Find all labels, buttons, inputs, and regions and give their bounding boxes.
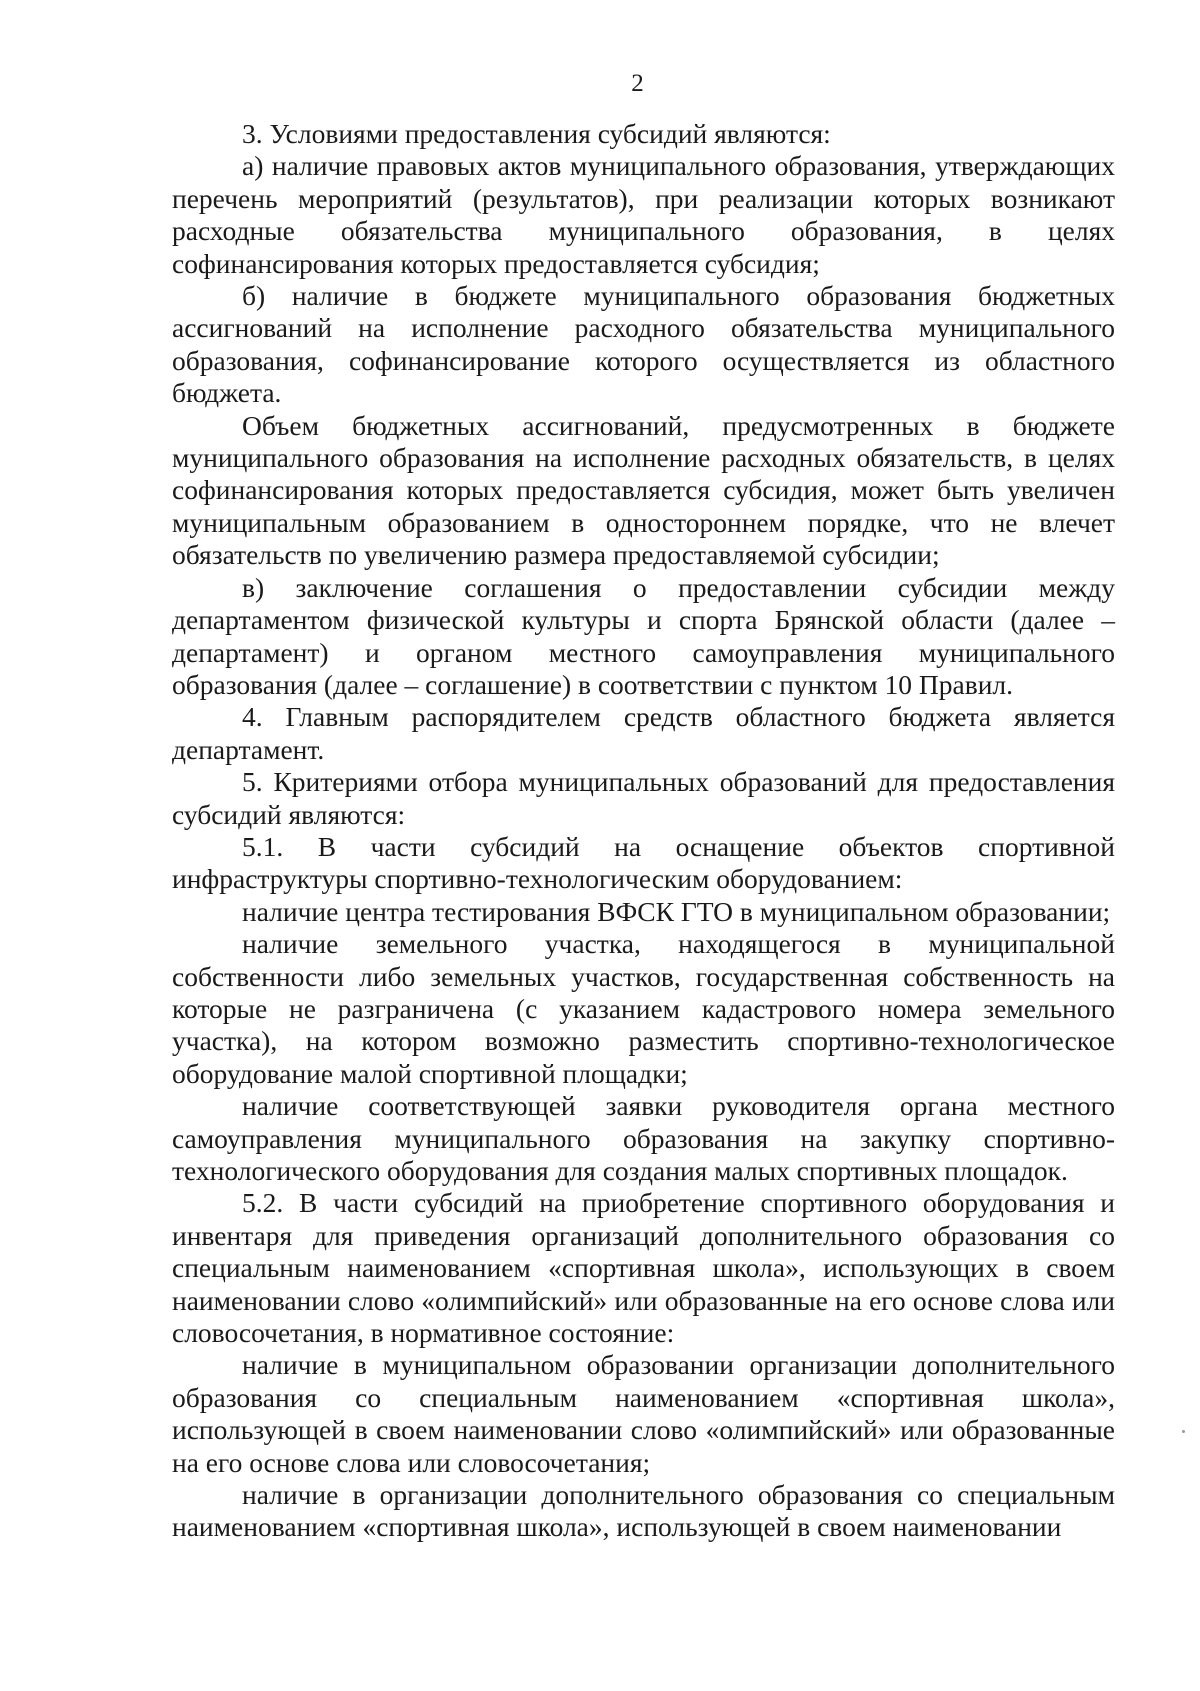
paragraph-land-plot: наличие земельного участка, находящегося в муниципальной собственности либо земельных участков, государственная собственность на которые не разграничена (с указанием кадастрового номера земельного участка), на котором возможно разместить спортивно-технологическое оборудование малой спортивной площадки; — [172, 928, 1115, 1089]
paragraph-criteria-5-2: 5.2. В части субсидий на приобретение спортивного оборудования и инвентаря для приведения организаций дополнительного образования со специальным наименованием «спортивная школа», использующих в своем наименовании слово «олимпийский» или образованные на его основе слова или словосочетания, в нормативное состояние: — [172, 1187, 1115, 1349]
paragraph-sport-school-continued: наличие в организации дополнительного образования со специальным наименованием «спортивная школа», использующей в своем наименовании — [172, 1479, 1115, 1543]
paragraph-budget-volume: Объем бюджетных ассигнований, предусмотренных в бюджете муниципального образования на исполнение расходных обязательств, в целях софинансирования которых предоставляется субсидия, может быть увеличен муниципальным образованием в одностороннем порядке, что не влечет обязательств по увеличению размера предоставляемой субсидии; — [172, 409, 1115, 571]
paragraph-condition-v: в) заключение соглашения о предоставлении субсидии между департаментом физической культуры и спорта Брянской области (далее – департамент) и органом местного самоуправления муниципального образования (далее – соглашение) в соответствии с пунктом 10 Правил. — [172, 571, 1115, 700]
paragraph-sport-school: наличие в муниципальном образовании организации дополнительного образования со специальным наименованием «спортивная школа», использующей в своем наименовании слово «олимпийский» или образованные на его основе слова или словосочетания; — [172, 1349, 1115, 1478]
paragraph-gto-center: наличие центра тестирования ВФСК ГТО в муниципальном образовании; — [242, 895, 1111, 927]
paragraph-application: наличие соответствующей заявки руководителя органа местного самоуправления муниципального образования на закупку спортивно-технологического оборудования для создания малых спортивных площадок. — [172, 1090, 1115, 1186]
document-body — [172, 118, 1115, 1544]
paragraph-main-administrator: 4. Главным распорядителем средств областного бюджета является департамент. — [172, 701, 1115, 765]
scan-speck — [1182, 1430, 1185, 1433]
paragraph-criteria-5-1: 5.1. В части субсидий на оснащение объектов спортивной инфраструктуры спортивно-технологическим оборудованием: — [172, 830, 1115, 895]
page-number: 2 — [631, 70, 644, 97]
paragraph-conditions-heading: 3. Условиями предоставления субсидий являются: — [242, 118, 831, 149]
paragraph-condition-b: б) наличие в бюджете муниципального образования бюджетных ассигнований на исполнение расходного обязательства муниципального образования, софинансирование которого осуществляется из областного бюджета. — [172, 280, 1115, 409]
paragraph-selection-criteria: 5. Критериями отбора муниципальных образований для предоставления субсидий являются: — [172, 766, 1115, 830]
paragraph-condition-a: а) наличие правовых актов муниципального образования, утверждающих перечень мероприятий (результатов), при реализации которых возникают расходные обязательства муниципального образования, в целях софинансирования которых предоставляется субсидия; — [172, 150, 1115, 279]
